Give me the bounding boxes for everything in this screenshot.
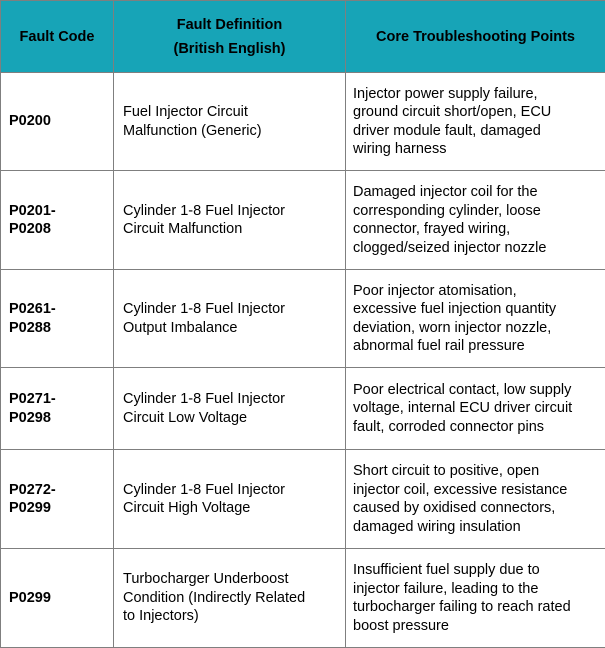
troubleshooting-points-text: corresponding cylinder, loose <box>353 202 541 219</box>
table-row <box>1 270 605 368</box>
troubleshooting-points-text: Injector power supply failure, <box>353 85 538 102</box>
table-row <box>1 450 605 549</box>
fault-code-text: P0201- <box>9 202 56 219</box>
troubleshooting-points-text: injector coil, excessive resistance <box>353 481 568 498</box>
troubleshooting-points-text: ground circuit short/open, ECU <box>353 104 552 120</box>
troubleshooting-points-text: Short circuit to positive, open <box>353 463 540 479</box>
troubleshooting-points-text: boost pressure <box>353 617 449 634</box>
fault-definition-cell <box>114 450 346 549</box>
fault-code-text: P0272- <box>9 481 56 498</box>
fault-code-cell <box>1 73 114 171</box>
troubleshooting-points-text: Damaged injector coil for the <box>353 184 538 200</box>
fault-definition-cell <box>114 270 346 368</box>
troubleshooting-points-text: Insufficient fuel supply due to <box>353 562 540 578</box>
troubleshooting-points-cell <box>346 450 605 549</box>
troubleshooting-points-cell <box>346 270 605 368</box>
fault-code-text: P0288 <box>9 319 51 336</box>
fault-definition-text: Cylinder 1-8 Fuel Injector <box>123 202 285 219</box>
fault-definition-cell <box>114 171 346 270</box>
troubleshooting-points-cell <box>346 171 605 270</box>
fault-definition-cell <box>114 368 346 450</box>
fault-definition-text: Circuit Malfunction <box>123 221 243 237</box>
fault-code-cell <box>1 171 114 270</box>
troubleshooting-points-text: clogged/seized injector nozzle <box>353 239 547 256</box>
fault-code-text: P0200 <box>9 113 51 130</box>
troubleshooting-points-cell <box>346 549 605 648</box>
table-body <box>1 73 605 648</box>
fault-code-text: P0299 <box>9 589 51 606</box>
fault-definition-text: Fuel Injector Circuit <box>123 104 248 120</box>
header-row <box>1 1 605 73</box>
table-row <box>1 171 605 270</box>
fault-code-text: P0261- <box>9 301 56 317</box>
troubleshooting-points-text: wiring harness <box>353 141 447 157</box>
fault-code-text: P0298 <box>9 409 51 426</box>
troubleshooting-points-text: connector, frayed wiring, <box>353 221 511 237</box>
table-header <box>1 1 605 73</box>
header-fault-definition <box>114 1 346 73</box>
fault-definition-text: Cylinder 1-8 Fuel Injector <box>123 481 285 498</box>
troubleshooting-points-text: driver module fault, damaged <box>353 122 541 139</box>
header-fault-definition-sublabel: (British English) <box>173 40 286 57</box>
fault-definition-text: Circuit Low Voltage <box>123 409 248 426</box>
fault-code-text: P0299 <box>9 500 51 516</box>
troubleshooting-points-cell <box>346 368 605 450</box>
troubleshooting-points-text: turbocharger failing to reach rated <box>353 599 571 615</box>
troubleshooting-points-text: Poor electrical contact, low supply <box>353 381 572 398</box>
fault-definition-text: Cylinder 1-8 Fuel Injector <box>123 301 285 317</box>
fault-code-cell <box>1 450 114 549</box>
troubleshooting-points-text: injector failure, leading to the <box>353 580 539 597</box>
fault-code-text: P0208 <box>9 221 51 237</box>
header-troubleshooting-points <box>346 1 605 73</box>
fault-definition-text: Turbocharger Underboost <box>123 571 289 588</box>
fault-definition-text: to Injectors) <box>123 608 199 625</box>
table-row <box>1 368 605 450</box>
header-troubleshooting-points-label: Core Troubleshooting Points <box>376 28 575 45</box>
header-fault-code-label: Fault Code <box>19 28 95 45</box>
fault-code-text: P0271- <box>9 391 56 407</box>
troubleshooting-points-text: voltage, internal ECU driver circuit <box>353 400 573 417</box>
fault-code-cell <box>1 368 114 450</box>
table-row <box>1 549 605 648</box>
troubleshooting-points-text: Poor injector atomisation, <box>353 282 517 299</box>
troubleshooting-points-text: excessive fuel injection quantity <box>353 301 557 317</box>
table-row <box>1 73 605 171</box>
fault-definition-text: Circuit High Voltage <box>123 500 251 516</box>
troubleshooting-points-text: deviation, worn injector nozzle, <box>353 319 552 336</box>
header-fault-code <box>1 1 114 73</box>
troubleshooting-points-text: damaged wiring insulation <box>353 518 521 535</box>
fault-definition-text: Malfunction (Generic) <box>123 122 262 139</box>
fault-definition-cell <box>114 73 346 171</box>
troubleshooting-points-text: caused by oxidised connectors, <box>353 500 556 516</box>
fault-definition-text: Cylinder 1-8 Fuel Injector <box>123 391 285 407</box>
fault-code-cell <box>1 549 114 648</box>
troubleshooting-points-text: fault, corroded connector pins <box>353 418 545 435</box>
troubleshooting-points-cell <box>346 73 605 171</box>
header-fault-definition-label: Fault Definition <box>176 16 283 33</box>
fault-definition-cell <box>114 549 346 648</box>
fault-definition-text: Condition (Indirectly Related <box>123 589 306 606</box>
troubleshooting-points-text: abnormal fuel rail pressure <box>353 338 525 354</box>
fault-code-cell <box>1 270 114 368</box>
fault-definition-text: Output Imbalance <box>123 319 238 336</box>
